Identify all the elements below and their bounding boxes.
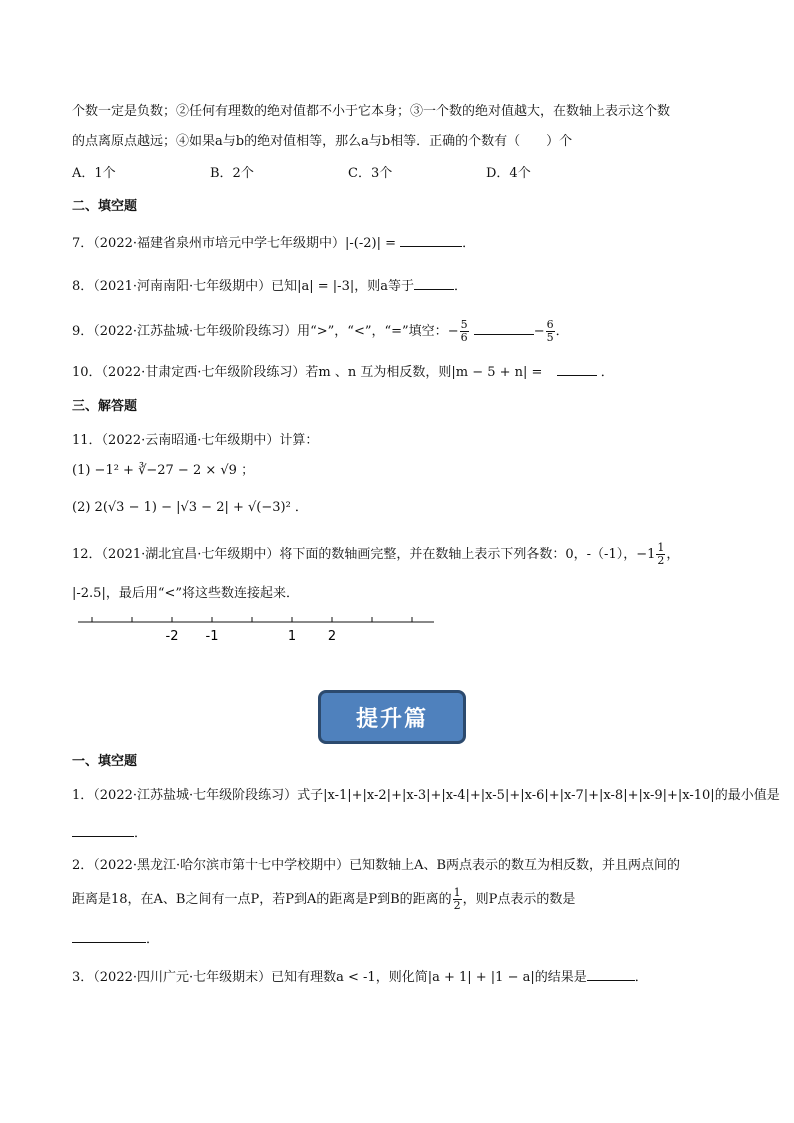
fraction: $\frac{1}{2}$ — [453, 886, 461, 912]
upgrade-question-1: 1．（2022·江苏盐城·七年级阶段练习）式子|x-1|+|x-2|+|x-3|+|x-4|+|x-5|+|x-6|+|x-7|+|x-8|+|x-9|+|x-10|的最小值是 — [72, 788, 780, 803]
question-6-options — [72, 164, 624, 184]
question-6-line-1: 个数一定是负数；②任何有理数的绝对值都不小于它本身；③一个数的绝对值越大，在数轴上表示这个数 — [72, 104, 671, 119]
answer-blank[interactable] — [72, 928, 146, 943]
q10-expression: |m − 5 + n| = — [451, 365, 543, 380]
tick-label: 1 — [287, 629, 297, 644]
question-6-line-2: 的点离原点越远；④如果a与b的绝对值相等，那么a与b相等．正确的个数有（ ）个 — [72, 134, 573, 149]
question-12-line-2: |-2.5|，最后用“<”将这些数连接起来． — [72, 586, 300, 601]
question-11-part-2: (2) 2(√3 − 1) − |√3 − 2| + √(−3)² ． — [72, 500, 308, 515]
upgrade-question-2-blank-line: ． — [72, 928, 159, 950]
tick-label: -2 — [165, 629, 179, 644]
option-d: D．4个 — [486, 166, 531, 181]
option-c: C．3个 — [348, 166, 393, 181]
upgrade-question-3: 3．（2022·四川广元·七年级期末）已知有理数a < -1，则化简|a + 1| + |1 − a|的结果是 ． — [72, 966, 648, 988]
number-line-ticks — [92, 617, 412, 622]
section-heading-answer: 三、解答题 — [72, 399, 138, 414]
section-banner: 提升篇 — [318, 690, 466, 744]
tick-label: 2 — [327, 629, 337, 644]
upgrade-question-1-blank-line: ． — [72, 822, 147, 844]
question-11-part-1: (1) −1² + ∛−27 − 2 × √9 ； — [72, 463, 255, 478]
option-b: B．2个 — [210, 166, 254, 181]
question-12: 12．（2021·湖北宜昌·七年级期中）将下面的数轴画完整，并在数轴上表示下列各数：0，-（-1），−1 $\frac{1}{2}$ ， — [72, 541, 680, 567]
fraction: $\frac{5}{6}$ — [460, 318, 468, 344]
answer-blank[interactable] — [557, 361, 597, 376]
question-7: 7．（2022·福建省泉州市培元中学七年级期中）|-(-2)| = ． — [72, 232, 475, 254]
question-10: 10．（2022·甘肃定西·七年级阶段练习）若m 、n 互为相反数，则|m − 5 + n| = ． — [72, 361, 614, 383]
fraction: $\frac{1}{2}$ — [657, 541, 665, 567]
answer-blank[interactable] — [400, 232, 462, 247]
answer-blank[interactable] — [414, 275, 454, 290]
answer-blank[interactable] — [474, 320, 534, 335]
q8-expression: |a| = |-3| — [297, 279, 355, 294]
upgrade-question-2: 2．（2022·黑龙江·哈尔滨市第十七中学校期中）已知数轴上A、B两点表示的数互为相反数，并且两点间的 — [72, 858, 681, 873]
upgrade-question-2-line-2: 距离是18，在A、B之间有一点P，若P到A的距离是P到B的距离的 $\frac{1}{2}$ ，则P点表示的数是 — [72, 886, 576, 912]
section-heading-fill-2: 一、填空题 — [72, 754, 138, 769]
answer-blank[interactable] — [72, 822, 134, 837]
question-8: 8．（2021·河南南阳·七年级期中）已知|a| = |-3|，则a等于 ． — [72, 275, 467, 297]
option-a: A．1个 — [72, 166, 116, 181]
question-9: 9．（2022·江苏盐城·七年级阶段练习）用“>”，“<”，“=”填空：− $\frac{5}{6}$ − $\frac{6}{5}$ ． — [72, 318, 569, 344]
fraction: $\frac{6}{5}$ — [546, 318, 554, 344]
question-11: 11．（2022·云南昭通·七年级期中）计算： — [72, 433, 319, 448]
q7-expression: |-(-2)| = — [345, 236, 396, 251]
tick-label: -1 — [205, 629, 219, 644]
number-line — [76, 612, 438, 646]
answer-blank[interactable] — [587, 966, 635, 981]
u3-expression: |a + 1| + |1 − a| — [427, 970, 535, 985]
section-heading-fill: 二、填空题 — [72, 199, 138, 214]
